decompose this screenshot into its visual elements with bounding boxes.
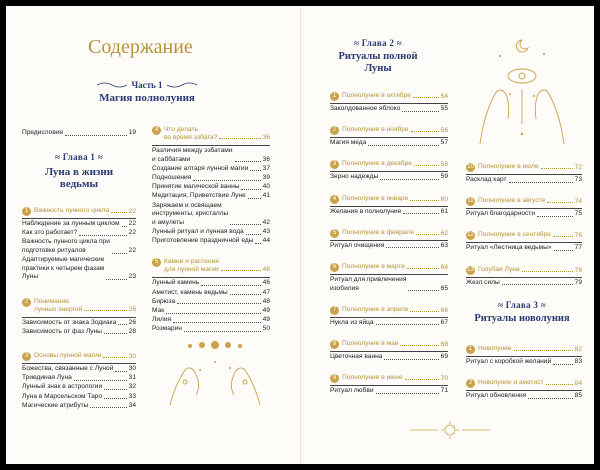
entry-title: Как это работает? — [22, 229, 78, 237]
toc-entry[interactable] — [152, 279, 270, 288]
section-rule — [466, 174, 582, 175]
section-number-badge: 3 — [22, 352, 31, 361]
entry-title: Мак — [152, 307, 165, 314]
toc-entry[interactable] — [22, 365, 136, 374]
entry-title: Божества, связанные с Луной — [22, 365, 114, 372]
entry-title: Важность лунного цикла при подготовке ритуалов — [22, 238, 110, 254]
section-rule — [466, 356, 582, 357]
section-page: 76 — [574, 232, 582, 240]
section-page: 72 — [574, 164, 582, 171]
chapter3-label: ≈ Глава 3 ≈ — [497, 300, 547, 310]
toc-entry[interactable] — [466, 279, 582, 288]
entry-title: Цветочная ванна — [330, 353, 383, 360]
section-number-badge: 2 — [330, 126, 339, 135]
section-number-badge: 12 — [467, 232, 474, 239]
section-number-badge: 1 — [330, 92, 339, 101]
entry-title: Магия меда — [330, 139, 367, 147]
section-title: Полнолуние в сентябре — [478, 231, 551, 239]
section-title: Полнолуние в июне — [342, 374, 403, 382]
toc-entry[interactable] — [22, 220, 136, 229]
entry-title: Нукла из яйца — [330, 318, 374, 326]
entry-page: 41 — [262, 192, 270, 200]
part1-label: Часть 1 — [131, 80, 163, 90]
section-number-badge: 3 — [330, 160, 339, 169]
entry-title: Зависимость от знака Зодиака — [22, 318, 117, 326]
toc-entry[interactable] — [330, 353, 448, 362]
entry-page: 40 — [262, 183, 270, 191]
toc-section[interactable] — [330, 92, 448, 101]
chapter3-heading — [462, 300, 582, 324]
entry-page: 59 — [440, 173, 448, 181]
toc-section[interactable] — [330, 160, 448, 169]
toc-entry[interactable] — [22, 328, 136, 337]
entry-title: Ритуал благодарности — [466, 210, 536, 218]
entry-page: 75 — [574, 210, 582, 218]
entry-page: 48 — [262, 297, 270, 305]
toc-section[interactable] — [330, 340, 448, 349]
entry-page: 57 — [440, 139, 448, 147]
section-page: 30 — [128, 353, 136, 360]
entry-page: 55 — [440, 105, 448, 112]
entry-page: 33 — [128, 392, 136, 400]
entry-title: Медитация, Приветствие Луне — [152, 192, 246, 200]
chapter1-heading — [22, 152, 136, 190]
section-number-badge: 5 — [152, 258, 161, 267]
toc-entry[interactable] — [152, 237, 270, 246]
section-page: 54 — [440, 93, 448, 100]
section-page: 36 — [262, 134, 270, 141]
section-number-badge: 4 — [330, 195, 339, 204]
section-number-badge: 7 — [330, 306, 339, 315]
entry-title: Зерно надежды — [330, 173, 379, 181]
section-title: Полнолуние в мае — [342, 340, 399, 347]
toc-entry[interactable] — [466, 210, 582, 219]
toc-entry[interactable] — [152, 325, 270, 334]
toc-section[interactable] — [466, 266, 582, 275]
section-rule — [330, 206, 448, 207]
section-page: 74 — [574, 198, 582, 206]
part1-heading — [82, 80, 212, 104]
section-rule — [22, 363, 136, 364]
toc-section[interactable] — [330, 263, 448, 272]
toc-section[interactable] — [330, 195, 448, 204]
toc-entry[interactable] — [22, 402, 136, 411]
section-number-badge: 2 — [22, 298, 31, 307]
section-page: 62 — [440, 229, 448, 237]
section-page: 58 — [440, 161, 448, 169]
entry-page: 26 — [128, 318, 136, 326]
section-page: 64 — [440, 264, 448, 271]
entry-page: 43 — [262, 228, 270, 235]
section-number-badge: 9 — [330, 374, 339, 383]
toc-section[interactable] — [152, 126, 270, 142]
section-rule — [330, 103, 448, 104]
toc-entry[interactable] — [152, 202, 270, 228]
entry-page: 67 — [440, 318, 448, 326]
toc-entry[interactable] — [22, 393, 136, 402]
entry-page: 63 — [440, 241, 448, 249]
toc-section[interactable] — [22, 352, 136, 361]
entry-title: Бирюза — [152, 297, 176, 305]
toc-entry[interactable] — [22, 229, 136, 238]
toc-section[interactable] — [330, 126, 448, 135]
toc-section[interactable] — [330, 306, 448, 315]
entry-title: Магические атрибуты — [22, 401, 89, 409]
entry-title: Ритуал «Лестница ведьмы» — [466, 244, 552, 252]
entry-title: Ритуал для привлечения изобилия — [330, 276, 407, 292]
toc-entry[interactable] — [22, 256, 136, 282]
toc-entry[interactable] — [152, 307, 270, 316]
toc-entry-preface[interactable]: Предисловие 19 — [22, 129, 136, 136]
entry-page: 28 — [128, 327, 136, 335]
entry-page: 61 — [440, 207, 448, 215]
page-title: Содержание — [88, 36, 193, 58]
section-page: 78 — [574, 266, 582, 274]
toc-entry[interactable] — [466, 176, 582, 185]
entry-title: Создание алтаря лунной магии — [152, 164, 249, 172]
entry-page: 71 — [440, 387, 448, 395]
entry-title: Ритуал любви — [330, 387, 374, 395]
section-title: Полнолуние в июле — [478, 163, 539, 170]
toc-section[interactable] — [466, 379, 582, 388]
section-page: 66 — [440, 306, 448, 314]
entry-page: 49 — [262, 316, 270, 324]
toc-entry[interactable] — [152, 147, 270, 164]
section-number-badge: 8 — [330, 340, 339, 349]
entry-page: 34 — [128, 401, 136, 409]
toc-section[interactable] — [466, 231, 582, 240]
section-title: Голубая Луна — [478, 265, 520, 273]
chapter2-heading — [318, 38, 438, 75]
entry-title: Розмарин — [152, 325, 182, 333]
entry-title: Различия между эзбатами и саббатами — [152, 147, 233, 163]
entry-title: Наблюдение за лунным циклом — [22, 220, 120, 227]
section-rule — [152, 145, 270, 146]
section-page: 68 — [440, 341, 448, 348]
entry-page: 69 — [440, 353, 448, 360]
entry-page: 32 — [128, 383, 136, 391]
toc-entry[interactable] — [330, 242, 448, 251]
entry-title: Лунный ритуал и лунная вода — [152, 228, 244, 235]
toc-entry[interactable] — [152, 316, 270, 325]
entry-page: 37 — [262, 164, 270, 172]
toc-section[interactable] — [466, 163, 582, 172]
entry-title: Триединая Луна — [22, 374, 72, 382]
toc-section[interactable] — [22, 298, 136, 314]
entry-page: 42 — [262, 218, 270, 226]
section-number-badge: 4 — [152, 126, 161, 135]
entry-page: 36 — [262, 155, 270, 163]
entry-title: Ритуал очищения — [330, 241, 385, 249]
entry-page: 77 — [574, 244, 582, 252]
toc-entry[interactable] — [330, 173, 448, 182]
section-rule — [22, 317, 136, 318]
entry-page: 30 — [128, 365, 136, 372]
entry-page: 39 — [262, 174, 270, 181]
entry-title: Адаптируемые магические практики к четырем фазам Луны — [22, 256, 105, 281]
toc-section[interactable] — [466, 197, 582, 206]
chapter1-title: Луна в жизни ведьмы — [44, 166, 114, 190]
eye-hands-illustration-icon — [470, 34, 570, 154]
chapter2-label: ≈ Глава 2 ≈ — [353, 38, 403, 48]
chapter1-label: ≈ Глава 1 ≈ — [54, 152, 104, 162]
toc-entry[interactable] — [22, 238, 136, 255]
toc-entry[interactable] — [466, 244, 582, 253]
section-title: Понимание лунных энергий — [34, 297, 83, 313]
toc-entry[interactable] — [22, 383, 136, 392]
section-title: Полнолуние в марте — [342, 263, 405, 270]
section-rule — [330, 171, 448, 172]
section-page: 82 — [574, 346, 582, 353]
section-page: 46 — [262, 266, 270, 274]
toc-entry[interactable] — [466, 358, 582, 367]
entry-title: Жезл силы — [466, 278, 500, 286]
section-rule — [330, 137, 448, 138]
toc-entry[interactable] — [330, 276, 448, 293]
entry-title: Зависимость от фаз Луны — [22, 327, 102, 335]
section-number-badge: 1 — [22, 207, 31, 216]
toc-entry[interactable] — [330, 208, 448, 217]
entry-title: Приготовление праздничной еды — [152, 237, 254, 245]
entry-title: Луна в Марсельском Таро — [22, 392, 103, 400]
section-page: 84 — [574, 380, 582, 388]
section-number-badge: 10 — [467, 164, 474, 170]
entry-title: Ритуал обновления — [466, 392, 527, 400]
entry-page: 47 — [262, 288, 270, 296]
entry-title: Лунный знак в астрологии — [22, 383, 103, 391]
section-rule — [330, 351, 448, 352]
entry-page: 73 — [574, 176, 582, 183]
section-number-badge: 5 — [330, 229, 339, 238]
entry-page: 50 — [262, 325, 270, 333]
entry-page: 49 — [262, 307, 270, 314]
section-rule — [330, 274, 448, 275]
toc-section[interactable] — [330, 229, 448, 238]
toc-entry[interactable] — [152, 183, 270, 192]
toc-entry[interactable] — [330, 105, 448, 114]
entry-title: Ритуал с коробкой желаний — [466, 358, 552, 365]
section-rule — [466, 277, 582, 278]
entry-page: 31 — [128, 374, 136, 382]
section-title: Полнолуние в апреле — [342, 305, 409, 313]
toc-entry[interactable] — [330, 319, 448, 328]
toc-entry[interactable] — [22, 374, 136, 383]
entry-page: 83 — [574, 358, 582, 365]
entry-title: Подношения — [152, 174, 192, 181]
section-rule — [22, 218, 136, 219]
toc-section[interactable] — [152, 258, 270, 274]
section-number-badge: 6 — [330, 263, 339, 272]
entry-title: Расклад карт — [466, 176, 507, 183]
section-rule — [466, 242, 582, 243]
section-rule — [330, 240, 448, 241]
toc-entry[interactable] — [152, 192, 270, 201]
entry-title: Лунный камень — [152, 279, 200, 287]
entry-title: Лилия — [152, 316, 172, 324]
entry-title: Заколдованное яблоко — [330, 105, 401, 112]
section-title: Полнолуние в феврале — [342, 228, 415, 236]
toc-entry[interactable] — [152, 289, 270, 298]
toc-section[interactable] — [330, 374, 448, 383]
entry-page: 22 — [128, 246, 136, 254]
section-number-badge: 1 — [466, 345, 475, 354]
chapter3-title: Ритуалы новолуния — [474, 313, 570, 324]
toc-entry[interactable] — [22, 319, 136, 328]
entry-title: Аметист, камень ведьмы — [152, 288, 228, 296]
section-title: Что делать во время эзбата? — [164, 126, 218, 141]
toc-entry[interactable] — [330, 387, 448, 396]
section-page: 60 — [440, 195, 448, 203]
toc-section[interactable] — [466, 345, 582, 354]
entry-page: 22 — [128, 220, 136, 227]
entry-page: 65 — [440, 284, 448, 292]
toc-section[interactable] — [22, 207, 136, 216]
sun-ornament-icon — [410, 420, 490, 440]
flourish-left-icon — [97, 81, 127, 89]
flourish-right-icon — [167, 81, 197, 89]
section-title: Полнолуние в декабре — [342, 160, 412, 168]
section-title: Полнолуние в августе — [478, 197, 546, 205]
section-title: Важность лунного цикла — [34, 207, 110, 214]
section-title: Основы лунной магии — [34, 352, 102, 359]
section-number-badge: 11 — [467, 198, 474, 205]
toc-entry[interactable] — [152, 165, 270, 174]
section-title: Новолуние и аметист — [478, 379, 544, 387]
entry-title: Заряжаем и освящаем инструменты, кристаллы и амулеты — [152, 201, 229, 226]
entry-page: 79 — [574, 278, 582, 286]
section-number-badge: 2 — [466, 379, 475, 388]
chapter2-title: Ритуалы полной Луны — [338, 51, 418, 74]
toc-entry[interactable] — [152, 228, 270, 237]
section-page: 70 — [440, 375, 448, 383]
toc-entry[interactable] — [152, 174, 270, 183]
book-spine — [300, 6, 302, 464]
section-title: Полнолуние в октябре — [342, 92, 411, 99]
entry-page: 46 — [262, 279, 270, 287]
toc-entry[interactable] — [330, 139, 448, 148]
toc-entry[interactable] — [152, 298, 270, 307]
hands-moon-illustration-icon — [160, 340, 270, 410]
section-page: 26 — [128, 305, 136, 313]
entry-page: 23 — [128, 273, 136, 281]
section-rule — [330, 317, 448, 318]
part1-title: Магия полнолуния — [99, 92, 195, 104]
section-title: Полнолуние в январе — [342, 194, 409, 202]
section-title: Полнолуние в ноябре — [342, 126, 409, 134]
section-page: 22 — [128, 208, 136, 215]
entry-page: 22 — [128, 229, 136, 237]
section-title: Камни и растения для лунной магии — [164, 258, 219, 274]
entry-title: Принятие магической ванны — [152, 183, 240, 191]
section-page: 56 — [440, 127, 448, 135]
section-number-badge: 13 — [467, 266, 474, 273]
section-title: Новолуние — [478, 345, 512, 352]
entry-title: Желания в полнолуние — [330, 207, 402, 215]
entry-page: 44 — [262, 237, 270, 245]
toc-entry[interactable] — [466, 392, 582, 401]
entry-page: 85 — [574, 392, 582, 400]
